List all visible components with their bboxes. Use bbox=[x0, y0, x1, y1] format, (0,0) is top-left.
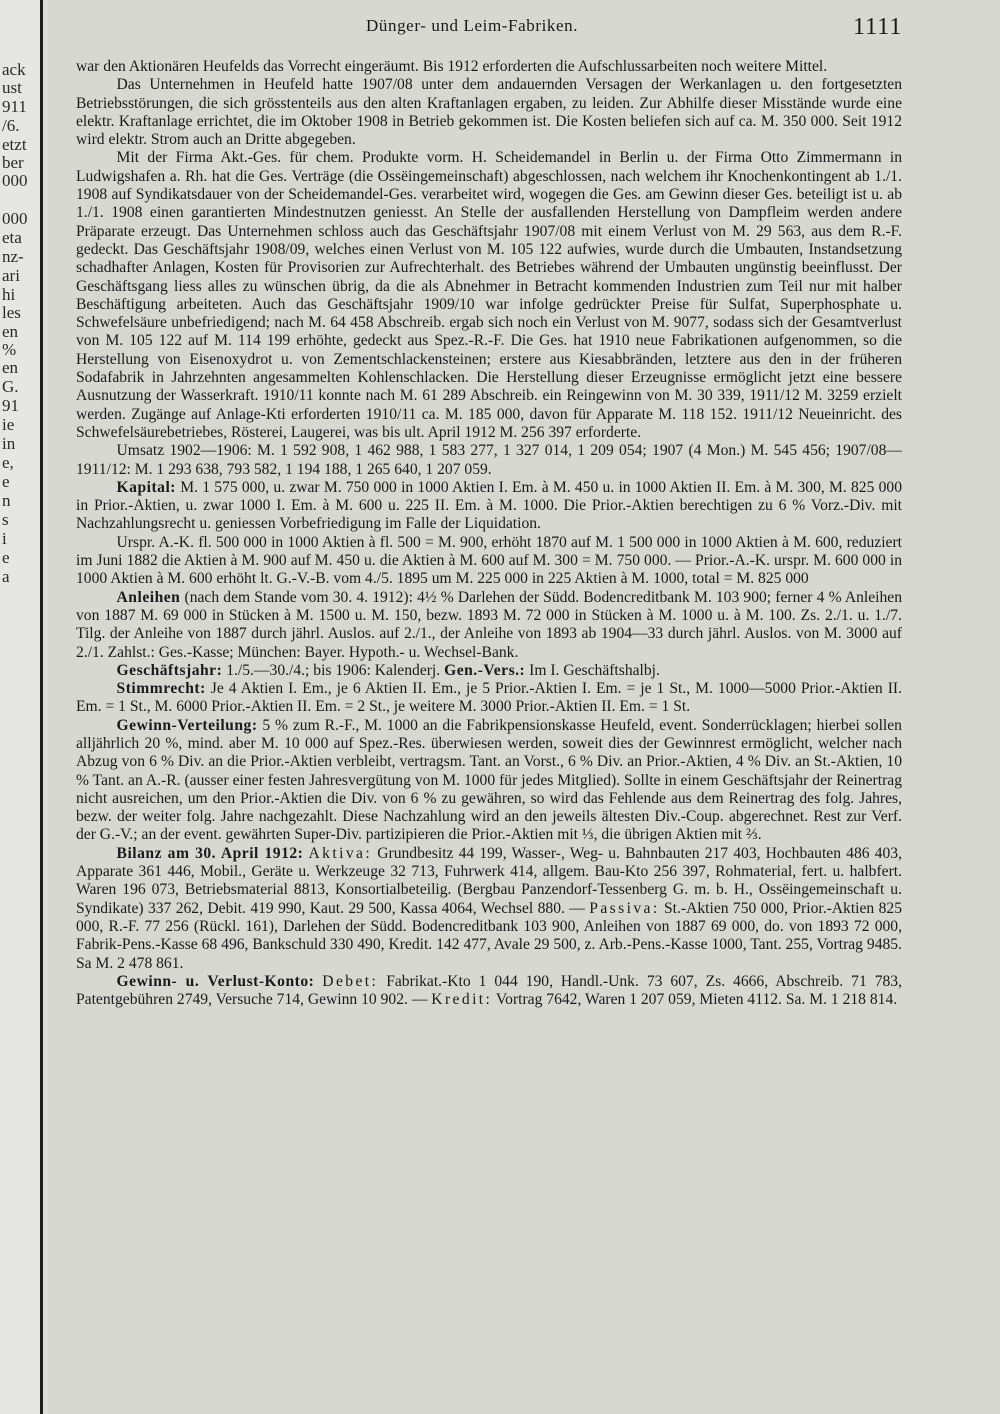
paragraph-gewinn-verteilung bbox=[76, 717, 902, 845]
margin-fragment: ust bbox=[2, 78, 22, 97]
paragraph-text: 1./5.—30./4.; bis 1906: Kalenderj. bbox=[226, 661, 441, 679]
paragraph-geschaeftsjahr bbox=[76, 662, 902, 680]
margin-fragment: 911 bbox=[2, 97, 27, 116]
paragraph-text: Das Unternehmen in Heufeld hatte 1907/08 unter dem andauernden Versagen der Werkanlagen u. den fortgesetzten Betriebsstörungen, die sich grösstenteils aus den alten Kraftanlagen ergaben, zu leiden. Zur Abhilfe dieser Misstände wurde eine elektr. Kraftanlage errichtet, die im Oktober 1908 in Betrieb gekommen ist. Die Kosten beliefen sich auf ca. M. 350 000. Seit 1912 wird elektr. Strom auch an Dritte abgegeben. bbox=[76, 76, 902, 149]
paragraph-gewinn-verlust bbox=[76, 973, 902, 1010]
paragraph-text: Vortrag 7642, Waren 1 207 059, Mieten 4112. Sa. M. 1 218 814. bbox=[495, 991, 898, 1009]
margin-fragment: 000 bbox=[2, 209, 28, 228]
margin-fragment: 000 bbox=[2, 171, 28, 190]
margin-fragment: e, bbox=[2, 453, 14, 472]
adjacent-page-margin bbox=[0, 0, 43, 1414]
margin-fragment: en bbox=[2, 358, 19, 377]
margin-fragment: ie bbox=[2, 415, 15, 434]
section-heading: Anleihen bbox=[116, 588, 181, 606]
paragraph-text: war den Aktionären Heufelds das Vorrecht eingeräumt. Bis 1912 erforderten die Aufschlussarbeiten noch weitere Mittel. bbox=[76, 58, 828, 75]
section-heading: Gen.-Vers.: bbox=[444, 661, 526, 679]
margin-fragment: i bbox=[2, 529, 7, 548]
margin-fragment: n bbox=[2, 491, 11, 510]
paragraph-text: (nach dem Stande vom 30. 4. 1912): 4½ % Darlehen der Südd. Bodencreditbank M. 103 900; ferner 4 % Anleihen von 1887 M. 69 000 in Stücken à M. 1500 u. M. 150, bezw. 1893 M. 72 000 in Stücken à M. 1000 u. à M. 100. Zs. 2./1. u. 1./7. Tilg. der Anleihe von 1887 durch jährl. Auslos. auf 2./1., der Anleihe von 1893 ab 1904—33 durch jährl. Auslos. von M. 3000 auf 2./1. Zahlst.: Ges.-Kasse; München: Bayer. Hypoth.- u. Wechsel-Bank. bbox=[76, 588, 903, 661]
section-heading: Geschäftsjahr: bbox=[116, 661, 223, 679]
margin-fragment: ari bbox=[2, 266, 20, 285]
margin-fragment: in bbox=[2, 434, 16, 453]
paragraph-contracts bbox=[76, 149, 902, 442]
margin-fragment: s bbox=[2, 510, 9, 529]
section-heading: Stimmrecht: bbox=[116, 680, 206, 698]
margin-fragment: en bbox=[2, 322, 19, 341]
margin-fragment: e bbox=[2, 548, 10, 567]
margin-fragment: a bbox=[2, 567, 10, 586]
paragraph-umsatz bbox=[76, 442, 902, 479]
paragraph-text: Je 4 Aktien I. Em., je 6 Aktien II. Em., je 5 Prior.-Aktien I. Em. = je 1 St., M. 1000—5000 Prior.-Aktien II. Em. = 1 St., M. 6000 Prior.-Aktien II. Em. = 2 St., je weitere M. 3000 Prior.-Aktien II. Em. = 1 St. bbox=[76, 680, 902, 716]
section-heading: Gewinn- u. Verlust-Konto: bbox=[116, 972, 315, 990]
margin-fragment: nz- bbox=[2, 247, 24, 266]
paragraph-text: Fabrikat.-Kto 1 044 190, Handl.-Unk. 73 607, Zs. 4666, Abschreib. 71 783, Patentgebühren 2749, Versuche 714, Gewinn 10 902. — bbox=[76, 972, 902, 1009]
margin-fragment: hi bbox=[2, 285, 16, 304]
margin-fragment: ack bbox=[2, 60, 26, 79]
paragraph-text: Im I. Geschäftshalbj. bbox=[529, 661, 660, 679]
paragraph-intro bbox=[76, 58, 902, 76]
margin-fragment: etzt bbox=[2, 135, 27, 154]
section-heading: Gewinn-Verteilung: bbox=[116, 716, 258, 734]
spaced-label: Kredit: bbox=[431, 991, 493, 1009]
paragraph-text: St.-Aktien 750 000, Prior.-Aktien 825 000, R.-F. 77 256 (Rückl. 161), Darlehen der Südd. Bodencreditbank 103 900, Anleihen von 1887 69 000, do. von 1893 72 000, Fabrik-Pens.-Kasse 68 496, Bankschuld 330 490, Kredit. 142 477, Avale 29 500, z. Arb.-Pens.-Kasse 1000, Tant. 255, Vortrag 9485. Sa M. 2 478 861. bbox=[76, 899, 902, 972]
paragraph-text: M. 1 575 000, u. zwar M. 750 000 in 1000 Aktien I. Em. à M. 450 u. in 1000 Aktien II. Em. à M. 300, M. 825 000 in Prior.-Aktien, u. zwar 1000 I. Em. à M. 600 u. 225 II. Em. à M. 1000. Die Prior.-Aktien berechtigen zu 6 % Vorz.-Div. mit Nachzahlungsrecht u. geniessen Vorbefriedigung im Falle der Liquidation. bbox=[76, 478, 902, 533]
paragraph-text: Umsatz 1902—1906: M. 1 592 908, 1 462 988, 1 583 277, 1 327 014, 1 209 054; 1907 (4 Mon.) M. 545 456; 1907/08—1911/12: M. 1 293 638, 793 582, 1 194 188, 1 265 640, 1 207 059. bbox=[76, 442, 902, 478]
paragraph-text: 5 % zum R.-F., M. 1000 an die Fabrikpensionskasse Heufeld, event. Sonderrücklagen; hierbei sollen alljährlich 20 %, mind. aber M. 10 000 auf Spez.-Res. überwiesen werden, soweit dies der Gewinnrest ermöglicht, welcher nach Abzug von 6 % Div. an die Prior.-Aktien verbleibt, vertragsm. Tant. an Vorst., 6 % Div. an Prior.-Aktien, 4 % Div. an St.-Aktien, 10 % Tant. an A.-R. (ausser einer festen Jahresvergütung von M. 1000 für jedes Mitglied). Sollte in einem Geschäftsjahr der Reinertrag nicht ausreichen, um den Prior.-Aktien die Div. von 6 % zu gewähren, so wird das Fehlende aus dem Reinertrag des folg. Jahres, bezw. der weiter folg. Jahre nachgezahlt. Diese Nachzahlung wird an den jeweils ältesten Div.-Coup. abgerechnet. Rest zur Verf. der G.-V.; an der event. gewährten Super-Div. partizipieren die Prior.-Aktien mit ⅓, die übrigen Aktien mit ⅔. bbox=[76, 716, 902, 844]
section-heading: Bilanz am 30. April 1912: bbox=[116, 844, 304, 862]
paragraph-kapital bbox=[76, 479, 902, 534]
page-number: 1111 bbox=[853, 14, 903, 40]
spaced-label: Passiva: bbox=[589, 899, 660, 917]
spaced-label: Debet: bbox=[322, 972, 379, 990]
running-title: Dünger- und Leim-Fabriken. bbox=[366, 16, 579, 35]
margin-fragment: e bbox=[2, 472, 10, 491]
section-heading: Kapital: bbox=[116, 478, 176, 496]
margin-fragment: /6. bbox=[2, 116, 20, 135]
margin-fragment: les bbox=[2, 303, 21, 322]
running-header bbox=[48, 16, 1000, 44]
spaced-label: Aktiva: bbox=[308, 844, 373, 862]
margin-fragment: eta bbox=[2, 228, 22, 247]
paragraph-anleihen bbox=[76, 589, 902, 662]
paragraph-text: Mit der Firma Akt.-Ges. für chem. Produkte vorm. H. Scheidemandel in Berlin u. der Firma Otto Zimmermann in Ludwigshafen a. Rh. hat die Ges. Verträge (die Ossëingemeinschaft) abgeschlossen, nach welchem ihr Knochenkontingent ab 1./1. 1908 auf Syndikatsdauer von der Scheidemandel-Ges. verarbeitet wird, wogegen die Ges. am Gewinn dieser Ges. beteiligt ist u. ab 1./1. 1908 einen garantierten Mindestnutzen geniesst. An Stelle der ausfallenden Herstellung von Dampfleim werden andere Präparate erzeugt. Das Unternehmen schloss auch das Geschäftsjahr 1907/08 mit einem Verlust von M. 29 563, aus dem R.-F. gedeckt. Das Geschäftsjahr 1908/09, welches einen Verlust von M. 105 122 aufwies, wurde durch die Umbauten, Instandsetzung schadhafter Anlagen, Kosten für Provisorien zur Aufrechterhalt. des Betriebes während der Umbauten ungünstig beeinflusst. Der Geschäftsgang liess alles zu wünschen übrig, da die als Abnehmer in Betracht kommenden Industrien zum Teil nur mit halber Beschäftigung arbeiteten. Auch das Geschäftsjahr 1909/10 war infolge gedrückter Preise für Sulfat, Superphosphate u. Schwefelsäure unbefriedigend; nach M. 64 458 Abschreib. ergab sich noch ein Verlust von M. 9077, sodass sich der Gesamtverlust von M. 105 122 auf M. 114 199 erhöhte, gedeckt aus Spez.-R.-F. Die Ges. hat 1910 neue Fabrikationen aufgenommen, so die Herstellung von Eisenoxydrot u. von Zementschlackensteinen; erstere aus Kiesabbränden, letztere aus den in der früheren Sodafabrik in Jahrzehnten angesammelten Kohlenschlacken. Die Herstellung dieser Erzeugnisse ermöglicht jetzt eine bessere Ausnutzung der Wasserkraft. 1910/11 konnte nach M. 61 289 Abschreib. ein Reingewinn von M. 30 339, 1911/12 M. 3259 erzielt werden. Zugänge auf Anlage-Kti erforderten 1910/11 ca. M. 185 000, davon für Apparate M. 118 152. 1911/12 Neueinricht. des Schwefelsäurebetriebes, Rösterei, Laugerei, was bis ult. April 1912 M. 256 397 erforderte. bbox=[76, 149, 902, 441]
paragraph-stimmrecht bbox=[76, 680, 902, 717]
margin-fragment: 91 bbox=[2, 396, 19, 415]
paragraph-urspr bbox=[76, 534, 902, 589]
document-page bbox=[48, 0, 1000, 1414]
margin-fragment: ber bbox=[2, 153, 24, 172]
article-body bbox=[76, 58, 902, 1009]
margin-fragment: % bbox=[2, 340, 17, 359]
paragraph-heufeld bbox=[76, 76, 902, 149]
paragraph-text: Urspr. A.-K. fl. 500 000 in 1000 Aktien à fl. 500 = M. 900, erhöht 1870 auf M. 1 500 000 in 1000 Aktien à M. 600, reduziert im Juni 1882 die Aktien à M. 900 auf M. 450 u. die Aktien à M. 600 auf M. 300 = M. 750 000. — Prior.-A.-K. urspr. M. 600 000 in 1000 Aktien à M. 600 erhöht lt. G.-V.-B. vom 4./5. 1895 um M. 225 000 in 225 Aktien à M. 1000, total = M. 825 000 bbox=[76, 533, 902, 588]
paragraph-text: Grundbesitz 44 199, Wasser-, Weg- u. Bahnbauten 217 403, Hochbauten 486 403, Apparate 361 446, Mobil., Geräte u. Werkzeuge 32 713, Fuhrwerk 414, allgem. Bau-Kto 256 397, Rohmaterial, fert. u. halbfert. Waren 196 073, Betriebsmaterial 8813, Konsortialbeteilig. (Bergbau Panzendorf-Tessenberg G. m. b. H., Ossëingemeinschaft u. Syndikate) 337 262, Debit. 419 990, Kaut. 29 500, Kassa 4064, Wechsel 880. — bbox=[76, 844, 902, 917]
margin-fragment: G. bbox=[2, 377, 19, 396]
paragraph-bilanz bbox=[76, 845, 902, 973]
